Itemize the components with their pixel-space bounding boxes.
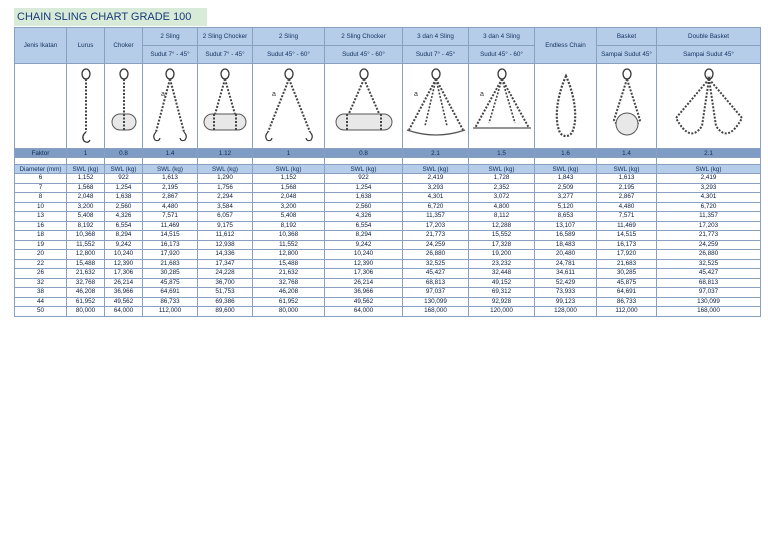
diameter-cell: 7 xyxy=(15,183,67,193)
swl-cell: 17,347 xyxy=(198,259,253,269)
swl-cell: 2,867 xyxy=(143,193,198,203)
table-row xyxy=(15,240,761,250)
swl-cell: 130,099 xyxy=(657,297,761,307)
swl-cell: 6,057 xyxy=(198,212,253,222)
swl-cell: 17,203 xyxy=(657,221,761,231)
faktor-value: 1.4 xyxy=(597,149,657,158)
2-sling-60-illustration xyxy=(253,64,325,149)
endless-chain-illustration xyxy=(535,64,597,149)
swl-cell: 1,568 xyxy=(253,183,325,193)
swl-cell: 11,469 xyxy=(143,221,198,231)
swl-cell: 15,488 xyxy=(67,259,105,269)
table-row xyxy=(15,288,761,298)
swl-cell: 922 xyxy=(105,174,143,184)
lurus-sling-illustration xyxy=(67,64,105,149)
header-3-4-sling-b: 3 dan 4 Sling xyxy=(469,28,535,46)
faktor-row xyxy=(15,149,761,158)
swl-cell: 10,240 xyxy=(105,250,143,260)
sling-chart-table xyxy=(14,27,761,317)
swl-cell: 4,480 xyxy=(597,202,657,212)
swl-cell: 2,509 xyxy=(535,183,597,193)
table-row xyxy=(15,250,761,260)
table-row xyxy=(15,269,761,279)
swl-label: SWL (kg) xyxy=(143,165,198,174)
swl-cell: 99,123 xyxy=(535,297,597,307)
angle-double-basket: Sampai Sudut 45° xyxy=(657,46,761,64)
swl-cell: 18,483 xyxy=(535,240,597,250)
table-row xyxy=(15,174,761,184)
units-row xyxy=(15,165,761,174)
swl-cell: 11,552 xyxy=(253,240,325,250)
angle-2-sling-b: Sudut 45° - 60° xyxy=(253,46,325,64)
swl-cell: 45,427 xyxy=(403,269,469,279)
swl-cell: 6,554 xyxy=(325,221,403,231)
swl-cell: 130,099 xyxy=(403,297,469,307)
swl-cell: 1,843 xyxy=(535,174,597,184)
swl-cell: 64,000 xyxy=(105,307,143,317)
swl-label: SWL (kg) xyxy=(535,165,597,174)
faktor-value: 0.8 xyxy=(325,149,403,158)
swl-cell: 32,768 xyxy=(253,278,325,288)
swl-cell: 922 xyxy=(325,174,403,184)
swl-cell: 11,357 xyxy=(403,212,469,222)
diameter-cell: 32 xyxy=(15,278,67,288)
swl-cell: 12,800 xyxy=(67,250,105,260)
diameter-cell: 16 xyxy=(15,221,67,231)
3-4-sling-60-illustration xyxy=(469,64,535,149)
swl-cell: 112,000 xyxy=(597,307,657,317)
swl-cell: 8,294 xyxy=(325,231,403,241)
swl-cell: 11,469 xyxy=(597,221,657,231)
swl-cell: 8,294 xyxy=(105,231,143,241)
swl-cell: 112,000 xyxy=(143,307,198,317)
angle-marker: a xyxy=(414,91,418,98)
diameter-cell: 6 xyxy=(15,174,67,184)
swl-cell: 14,336 xyxy=(198,250,253,260)
swl-cell: 11,612 xyxy=(198,231,253,241)
swl-cell: 15,552 xyxy=(469,231,535,241)
swl-cell: 23,232 xyxy=(469,259,535,269)
header-2-sling-chocker-a: 2 Sling Chocker xyxy=(198,28,253,46)
swl-cell: 14,515 xyxy=(143,231,198,241)
swl-cell: 10,368 xyxy=(67,231,105,241)
swl-cell: 1,568 xyxy=(67,183,105,193)
swl-cell: 2,419 xyxy=(657,174,761,184)
swl-cell: 1,613 xyxy=(143,174,198,184)
swl-label: SWL (kg) xyxy=(105,165,143,174)
table-row xyxy=(15,231,761,241)
swl-cell: 128,000 xyxy=(535,307,597,317)
table-row xyxy=(15,297,761,307)
swl-cell: 6,554 xyxy=(105,221,143,231)
swl-cell: 2,294 xyxy=(198,193,253,203)
swl-cell: 1,728 xyxy=(469,174,535,184)
swl-cell: 32,768 xyxy=(67,278,105,288)
diameter-cell: 10 xyxy=(15,202,67,212)
swl-cell: 24,259 xyxy=(403,240,469,250)
angle-3-4-sling-a: Sudut 7° - 45° xyxy=(403,46,469,64)
swl-cell: 21,773 xyxy=(657,231,761,241)
angle-basket: Sampai Sudut 45° xyxy=(597,46,657,64)
swl-cell: 69,312 xyxy=(469,288,535,298)
swl-cell: 15,488 xyxy=(253,259,325,269)
swl-cell: 17,920 xyxy=(597,250,657,260)
faktor-value: 1.5 xyxy=(469,149,535,158)
choker-sling-illustration xyxy=(105,64,143,149)
swl-cell: 2,195 xyxy=(597,183,657,193)
swl-cell: 17,203 xyxy=(403,221,469,231)
angle-3-4-sling-b: Sudut 45° - 60° xyxy=(469,46,535,64)
swl-cell: 49,562 xyxy=(325,297,403,307)
table-row xyxy=(15,193,761,203)
swl-cell: 9,175 xyxy=(198,221,253,231)
swl-cell: 26,880 xyxy=(657,250,761,260)
swl-cell: 3,072 xyxy=(469,193,535,203)
table-row xyxy=(15,183,761,193)
swl-label: SWL (kg) xyxy=(198,165,253,174)
swl-cell: 12,390 xyxy=(105,259,143,269)
swl-label: SWL (kg) xyxy=(597,165,657,174)
swl-cell: 97,037 xyxy=(403,288,469,298)
swl-cell: 3,200 xyxy=(253,202,325,212)
header-2-sling-a: 2 Sling xyxy=(143,28,198,46)
swl-cell: 13,107 xyxy=(535,221,597,231)
swl-cell: 21,683 xyxy=(143,259,198,269)
angle-2-sling-a: Sudut 7° - 45° xyxy=(143,46,198,64)
swl-cell: 10,240 xyxy=(325,250,403,260)
swl-cell: 4,326 xyxy=(105,212,143,222)
table-row xyxy=(15,259,761,269)
swl-cell: 1,152 xyxy=(67,174,105,184)
swl-cell: 8,112 xyxy=(469,212,535,222)
swl-cell: 8,653 xyxy=(535,212,597,222)
swl-cell: 86,733 xyxy=(143,297,198,307)
basket-illustration xyxy=(597,64,657,149)
swl-label: SWL (kg) xyxy=(469,165,535,174)
swl-cell: 17,306 xyxy=(325,269,403,279)
swl-cell: 11,552 xyxy=(67,240,105,250)
swl-cell: 2,048 xyxy=(253,193,325,203)
swl-cell: 1,254 xyxy=(105,183,143,193)
swl-cell: 10,368 xyxy=(253,231,325,241)
swl-cell: 168,000 xyxy=(403,307,469,317)
2-sling-chocker-60-illustration xyxy=(325,64,403,149)
swl-cell: 49,152 xyxy=(469,278,535,288)
swl-cell: 4,800 xyxy=(469,202,535,212)
swl-cell: 20,480 xyxy=(535,250,597,260)
table-row xyxy=(15,307,761,317)
swl-cell: 21,773 xyxy=(403,231,469,241)
table-row xyxy=(15,221,761,231)
swl-cell: 2,560 xyxy=(325,202,403,212)
swl-cell: 9,242 xyxy=(105,240,143,250)
swl-cell: 69,386 xyxy=(198,297,253,307)
swl-cell: 2,560 xyxy=(105,202,143,212)
header-3-4-sling-a: 3 dan 4 Sling xyxy=(403,28,469,46)
swl-cell: 7,571 xyxy=(597,212,657,222)
header-lurus: Lurus xyxy=(67,28,105,64)
faktor-value: 1 xyxy=(67,149,105,158)
swl-cell: 92,928 xyxy=(469,297,535,307)
swl-cell: 80,000 xyxy=(67,307,105,317)
swl-cell: 46,208 xyxy=(67,288,105,298)
diameter-cell: 20 xyxy=(15,250,67,260)
swl-cell: 64,691 xyxy=(143,288,198,298)
swl-cell: 68,813 xyxy=(657,278,761,288)
swl-label: SWL (kg) xyxy=(67,165,105,174)
swl-cell: 64,000 xyxy=(325,307,403,317)
swl-cell: 52,429 xyxy=(535,278,597,288)
swl-label: SWL (kg) xyxy=(325,165,403,174)
swl-cell: 21,632 xyxy=(67,269,105,279)
swl-cell: 7,571 xyxy=(143,212,198,222)
diameter-cell: 19 xyxy=(15,240,67,250)
swl-cell: 14,515 xyxy=(597,231,657,241)
swl-cell: 1,254 xyxy=(325,183,403,193)
header-choker: Choker xyxy=(105,28,143,64)
swl-cell: 16,589 xyxy=(535,231,597,241)
swl-cell: 2,048 xyxy=(67,193,105,203)
swl-cell: 32,525 xyxy=(657,259,761,269)
swl-cell: 3,200 xyxy=(67,202,105,212)
swl-cell: 11,357 xyxy=(657,212,761,222)
header-basket: Basket xyxy=(597,28,657,46)
table-row xyxy=(15,278,761,288)
swl-cell: 1,152 xyxy=(253,174,325,184)
diameter-cell: 50 xyxy=(15,307,67,317)
faktor-value: 2.1 xyxy=(657,149,761,158)
faktor-value: 1.4 xyxy=(143,149,198,158)
swl-cell: 21,632 xyxy=(253,269,325,279)
swl-cell: 1,638 xyxy=(105,193,143,203)
swl-cell: 4,301 xyxy=(657,193,761,203)
swl-cell: 1,613 xyxy=(597,174,657,184)
diameter-cell: 38 xyxy=(15,288,67,298)
diameter-cell: 44 xyxy=(15,297,67,307)
swl-cell: 30,285 xyxy=(597,269,657,279)
header-2-sling-chocker-b: 2 Sling Chocker xyxy=(325,28,403,46)
swl-cell: 5,120 xyxy=(535,202,597,212)
swl-cell: 49,562 xyxy=(105,297,143,307)
swl-cell: 45,427 xyxy=(657,269,761,279)
swl-cell: 24,259 xyxy=(657,240,761,250)
swl-cell: 32,448 xyxy=(469,269,535,279)
swl-cell: 16,173 xyxy=(597,240,657,250)
angle-2-sling-chocker-b: Sudut 45° - 60° xyxy=(325,46,403,64)
swl-cell: 4,480 xyxy=(143,202,198,212)
swl-cell: 4,301 xyxy=(403,193,469,203)
swl-cell: 12,938 xyxy=(198,240,253,250)
spacer-row xyxy=(15,158,761,165)
swl-cell: 61,952 xyxy=(253,297,325,307)
swl-cell: 17,328 xyxy=(469,240,535,250)
swl-cell: 1,756 xyxy=(198,183,253,193)
diameter-cell: 22 xyxy=(15,259,67,269)
swl-cell: 64,691 xyxy=(597,288,657,298)
swl-cell: 86,733 xyxy=(597,297,657,307)
swl-cell: 6,720 xyxy=(657,202,761,212)
faktor-label: Faktor xyxy=(15,149,67,158)
swl-cell: 45,875 xyxy=(143,278,198,288)
swl-cell: 26,214 xyxy=(325,278,403,288)
swl-cell: 3,584 xyxy=(198,202,253,212)
faktor-value: 1.6 xyxy=(535,149,597,158)
swl-cell: 168,000 xyxy=(657,307,761,317)
swl-cell: 8,192 xyxy=(67,221,105,231)
header-double-basket: Double Basket xyxy=(657,28,761,46)
swl-cell: 97,037 xyxy=(657,288,761,298)
swl-cell: 32,525 xyxy=(403,259,469,269)
faktor-value: 1 xyxy=(253,149,325,158)
swl-cell: 8,192 xyxy=(253,221,325,231)
swl-label: SWL (kg) xyxy=(657,165,761,174)
swl-cell: 12,800 xyxy=(253,250,325,260)
swl-cell: 26,880 xyxy=(403,250,469,260)
swl-cell: 3,293 xyxy=(403,183,469,193)
swl-cell: 19,200 xyxy=(469,250,535,260)
swl-cell: 24,228 xyxy=(198,269,253,279)
swl-cell: 12,288 xyxy=(469,221,535,231)
swl-cell: 3,277 xyxy=(535,193,597,203)
swl-cell: 3,293 xyxy=(657,183,761,193)
diameter-cell: 13 xyxy=(15,212,67,222)
header-row xyxy=(15,28,761,46)
angle-marker: a xyxy=(271,91,276,98)
swl-cell: 1,638 xyxy=(325,193,403,203)
swl-cell: 36,700 xyxy=(198,278,253,288)
swl-cell: 36,966 xyxy=(105,288,143,298)
sling-illustration-row xyxy=(15,64,761,149)
swl-cell: 34,611 xyxy=(535,269,597,279)
swl-cell: 16,173 xyxy=(143,240,198,250)
swl-cell: 51,753 xyxy=(198,288,253,298)
faktor-value: 1.12 xyxy=(198,149,253,158)
angle-marker: a xyxy=(161,91,165,98)
double-basket-illustration xyxy=(657,64,761,149)
swl-cell: 2,419 xyxy=(403,174,469,184)
diameter-cell: 8 xyxy=(15,193,67,203)
angle-marker: a xyxy=(479,91,484,98)
swl-cell: 2,867 xyxy=(597,193,657,203)
diameter-cell: 18 xyxy=(15,231,67,241)
swl-cell: 12,390 xyxy=(325,259,403,269)
swl-cell: 2,195 xyxy=(143,183,198,193)
swl-cell: 120,000 xyxy=(469,307,535,317)
swl-cell: 73,933 xyxy=(535,288,597,298)
table-row xyxy=(15,202,761,212)
2-sling-chocker-45-illustration xyxy=(198,64,253,149)
swl-cell: 61,952 xyxy=(67,297,105,307)
diameter-cell: 26 xyxy=(15,269,67,279)
swl-cell: 17,920 xyxy=(143,250,198,260)
swl-label: SWL (kg) xyxy=(403,165,469,174)
swl-cell: 26,214 xyxy=(105,278,143,288)
faktor-value: 2.1 xyxy=(403,149,469,158)
swl-cell: 45,875 xyxy=(597,278,657,288)
swl-cell: 6,720 xyxy=(403,202,469,212)
swl-cell: 5,408 xyxy=(67,212,105,222)
swl-cell: 2,352 xyxy=(469,183,535,193)
swl-cell: 24,781 xyxy=(535,259,597,269)
swl-cell: 68,813 xyxy=(403,278,469,288)
table-row xyxy=(15,212,761,222)
swl-cell: 36,966 xyxy=(325,288,403,298)
angle-2-sling-chocker-a: Sudut 7° - 45° xyxy=(198,46,253,64)
header-jenis-ikatan: Jenis Ikatan xyxy=(15,28,67,64)
swl-cell: 1,290 xyxy=(198,174,253,184)
swl-cell: 80,000 xyxy=(253,307,325,317)
2-sling-45-illustration xyxy=(143,64,198,149)
3-4-sling-45-illustration xyxy=(403,64,469,149)
swl-cell: 5,408 xyxy=(253,212,325,222)
swl-cell: 21,683 xyxy=(597,259,657,269)
swl-label: SWL (kg) xyxy=(253,165,325,174)
swl-cell: 4,326 xyxy=(325,212,403,222)
faktor-value: 0.8 xyxy=(105,149,143,158)
header-2-sling-b: 2 Sling xyxy=(253,28,325,46)
swl-cell: 9,242 xyxy=(325,240,403,250)
swl-cell: 46,208 xyxy=(253,288,325,298)
diameter-label: Diameter (mm) xyxy=(15,165,67,174)
chart-title: CHAIN SLING CHART GRADE 100 xyxy=(14,8,207,26)
swl-cell: 17,306 xyxy=(105,269,143,279)
swl-cell: 89,600 xyxy=(198,307,253,317)
header-endless-chain: Endless Chain xyxy=(535,28,597,64)
swl-cell: 30,285 xyxy=(143,269,198,279)
